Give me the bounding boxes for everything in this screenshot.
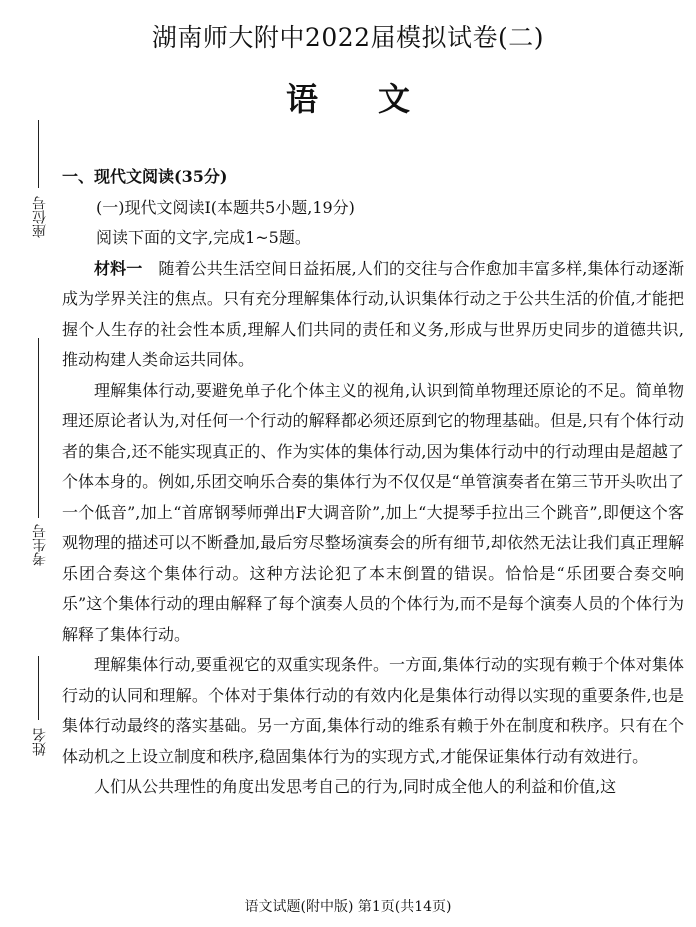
binding-line <box>38 338 39 518</box>
subsection-heading: (一)现代文阅读Ⅰ(本题共5小题,19分) <box>96 197 355 217</box>
binding-line <box>38 656 39 720</box>
subject-title: 语文 <box>285 80 470 118</box>
paragraph: 理解集体行动,要重视它的双重实现条件。一方面,集体行动的实现有赖于个体对集体行动的认同和理解。个体对于集体行动的有效内化是集体行动得以实现的重要条件,也是集体行动最终的落实基础。另一方面,集体行动的维系有赖于外在制度和秩序。只有在个体动机之上设立制度和秩序,稳固集体行为的实现方式,才能保证集体行动有效进行。 <box>62 655 684 766</box>
section-heading: 一、现代文阅读(35分) <box>62 167 228 186</box>
name-label: 姓名 <box>32 728 48 756</box>
page-title: 湖南师大附中2022届模拟试卷(二) <box>151 23 545 52</box>
reading-section <box>62 162 684 803</box>
binding-line <box>38 120 39 188</box>
binding-margin <box>0 0 56 927</box>
paragraph: 人们从公共理性的角度出发思考自己的行为,同时成全他人的利益和价值,这 <box>94 777 617 796</box>
seat-number-label: 座位号 <box>32 196 48 238</box>
paragraph: 理解集体行动,要避免单子化个体主义的视角,认识到简单物理还原论的不足。简单物理还原论者认为,对任何一个行动的解释都必须还原到它的物理基础。但是,只有个体行动者的集合,还不能实现真正的、作为实体的集体行动,因为集体行动中的行动理由是超越了个体本身的。例如,乐团交响乐合奏的集体行为不仅仅是“单管演奏者在第三节开头吹出了一个低音”,加上“首席钢琴师弹出F大调音阶”,加上“大提琴手拉出三个跳音”,即便这个客观物理的描述可以不断叠加,最后穷尽整场演奏会的所有细节,却依然无法让我们真正理解乐团合奏这个集体行动。这种方法论犯了本末倒置的错误。恰恰是“乐团要合奏交响乐”这个集体行动的理由解释了每个演奏人员的个体行为,而不是每个演奏人员的个体行为解释了集体行动。 <box>62 380 684 644</box>
material-label: 材料一 <box>94 258 143 278</box>
paragraph <box>62 254 684 376</box>
page-footer: 语文试题(附中版) 第1页(共14页) <box>244 899 452 915</box>
exam-number-label: 考生号 <box>32 524 48 566</box>
paragraph-text: 随着公共生活空间日益拓展,人们的交往与合作愈加丰富多样,集体行动逐渐成为学界关注的焦点。只有充分理解集体行动,认识集体行动之于公共生活的价值,才能把握个人生存的社会性本质,理解人们共同的责任和义务,形成与世界历史同步的道德共识,推动构建人类命运共同体。 <box>62 258 684 369</box>
instruction-text: 阅读下面的文字,完成1~5题。 <box>96 228 311 247</box>
